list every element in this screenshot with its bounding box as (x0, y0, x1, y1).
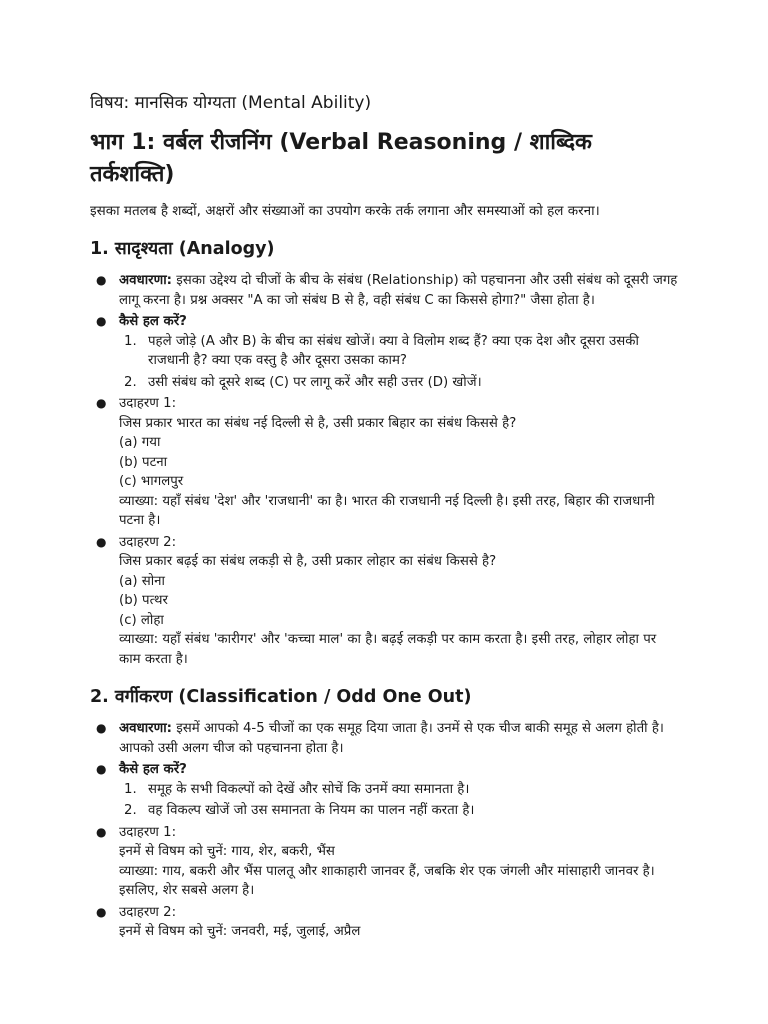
step-item (119, 780, 678, 800)
step-number: 2. (124, 803, 137, 818)
bullet-icon: ● (96, 721, 107, 735)
example-title: उदाहरण 1: (119, 396, 177, 411)
bullet-icon: ● (96, 273, 107, 287)
step-text: पहले जोड़े (A और B) के बीच का संबंध खोजें। क्या वे विलोम शब्द हैं? क्या एक देश और दूसरा उसकी राजधानी है? क्या एक वस्तु है और दूसरा उसका काम? (148, 333, 639, 368)
step-item (119, 332, 678, 371)
step-text: समूह के सभी विकल्पों को देखें और सोचें कि उनमें क्या समानता है। (148, 781, 470, 797)
steps-list (119, 780, 678, 821)
example-explanation: व्याख्या: यहाँ संबंध 'कारीगर' और 'कच्चा माल' का है। बढ़ई लकड़ी पर काम करता है। इसी तरह, लोहार लोहा पर काम करता है। (119, 632, 657, 667)
step-text: वह विकल्प खोजें जो उस समानता के नियम का पालन नहीं करता है। (148, 803, 475, 818)
example-question: जिस प्रकार बढ़ई का संबंध लकड़ी से है, उसी प्रकार लोहार का संबंध किससे है? (119, 554, 497, 569)
step-number: 1. (124, 333, 137, 349)
step-item (119, 801, 678, 821)
list-item (90, 312, 678, 392)
analogy-list (90, 271, 678, 669)
classification-list (90, 719, 678, 942)
step-number: 1. (124, 781, 137, 797)
example-option: (a) सोना (119, 573, 166, 589)
example-option: (b) पत्थर (119, 593, 168, 608)
part-title: भाग 1: वर्बल रीजनिंग (Verbal Reasoning / शाब्दिक तर्कशक्ति) (90, 130, 592, 187)
how-to-solve-label: कैसे हल करें? (119, 762, 187, 777)
list-item (90, 533, 678, 670)
section-heading-analogy: 1. सादृश्यता (Analogy) (90, 239, 275, 259)
concept-text: इसका उद्देश्य दो चीजों के बीच के संबंध (Relationship) को पहचानना और उसी संबंध को दूसरी जगह लागू करना है। प्रश्न अक्सर "A का जो संबंध B से है, वही संबंध C का किससे होगा?" जैसा होता है। (119, 273, 678, 308)
example-title: उदाहरण 2: (119, 534, 177, 550)
how-to-solve-label: कैसे हल करें? (119, 314, 187, 329)
intro-paragraph: इसका मतलब है शब्दों, अक्षरों और संख्याओं का उपयोग करके तर्क लगाना और समस्याओं को हल करना। (90, 203, 600, 219)
section-heading-classification: 2. वर्गीकरण (Classification / Odd One Out) (90, 687, 472, 707)
example-title: उदाहरण 2: (119, 904, 177, 920)
example-title: उदाहरण 1: (119, 824, 177, 840)
bullet-icon: ● (96, 762, 107, 776)
bullet-icon: ● (96, 824, 107, 839)
example-option: (b) पटना (119, 454, 168, 470)
concept-label: अवधारणा: (119, 721, 172, 736)
step-item (119, 373, 678, 393)
example-explanation: व्याख्या: गाय, बकरी और भैंस पालतू और शाकाहारी जानवर हैं, जबकि शेर एक जंगली और मांसाहारी जानवर है। इसलिए, शेर सबसे अलग है। (119, 863, 655, 898)
concept-text: इसमें आपको 4-5 चीजों का एक समूह दिया जाता है। उनमें से एक चीज बाकी समूह से अलग होती है। आपको उसी अलग चीज को पहचानना होता है। (119, 721, 664, 756)
list-item (90, 760, 678, 821)
example-question: इनमें से विषम को चुनें: गाय, शेर, बकरी, भैंस (119, 844, 335, 859)
example-question: जिस प्रकार भारत का संबंध नई दिल्ली से है, उसी प्रकार बिहार का संबंध किससे है? (119, 415, 517, 431)
example-option: (c) लोहा (119, 612, 164, 628)
list-item (90, 394, 678, 531)
example-explanation: व्याख्या: यहाँ संबंध 'देश' और 'राजधानी' का है। भारत की राजधानी नई दिल्ली है। इसी तरह, बिहार की राजधानी पटना है। (119, 493, 655, 528)
bullet-icon: ● (96, 534, 107, 549)
subject-line: विषय: मानसिक योग्यता (Mental Ability) (90, 93, 372, 113)
list-item (90, 719, 678, 758)
concept-label: अवधारणा: (119, 273, 172, 288)
example-option: (c) भागलपुर (119, 474, 184, 489)
example-option: (a) गया (119, 435, 161, 450)
example-question: इनमें से विषम को चुनें: जनवरी, मई, जुलाई, अप्रैल (119, 924, 361, 939)
steps-list (119, 332, 678, 393)
list-item (90, 271, 678, 310)
list-item (90, 823, 678, 901)
step-text: उसी संबंध को दूसरे शब्द (C) पर लागू करें और सही उत्तर (D) खोजें। (148, 374, 482, 390)
step-number: 2. (124, 374, 137, 390)
bullet-icon: ● (96, 904, 107, 919)
bullet-icon: ● (96, 314, 107, 328)
bullet-icon: ● (96, 396, 107, 410)
list-item (90, 903, 678, 942)
